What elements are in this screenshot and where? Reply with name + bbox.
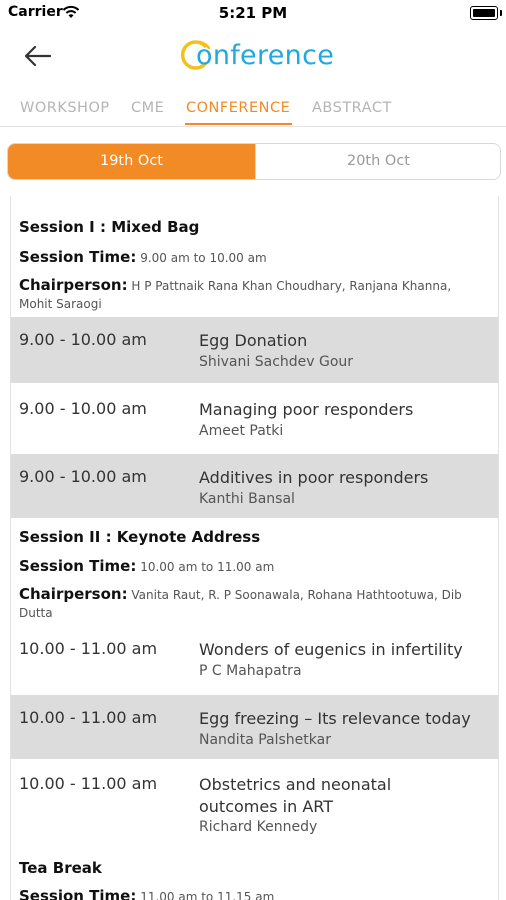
tab-cme[interactable]: CME (131, 100, 165, 116)
talk-speaker: Shivani Sachdev Gour (199, 354, 354, 370)
date-button-20th-oct[interactable]: 20th Oct (255, 144, 501, 179)
talk-time: 9.00 - 10.00 am (19, 399, 147, 418)
talk-time: 10.00 - 11.00 am (19, 639, 158, 658)
talk-title: Wonders of eugenics in infertility (199, 640, 463, 659)
date-button-19th-oct[interactable]: 19th Oct (8, 144, 255, 179)
status-bar (0, 0, 506, 26)
chairperson-value: Vanita Raut, R. P Soonawala, Rohana Hathtootuwa, Dib Dutta (19, 588, 462, 620)
session-time-value: 9.00 am to 10.00 am (140, 251, 267, 265)
talk-title: Additives in poor responders (199, 468, 429, 487)
session-time-key: Session Time: (19, 248, 137, 266)
talk-title: Obstetrics and neonatal outcomes in ART (199, 775, 392, 816)
talk-row[interactable] (11, 317, 498, 383)
talk-speaker: P C Mahapatra (199, 663, 302, 679)
session-title: Session II : Keynote Address (19, 528, 261, 546)
talk-row[interactable] (11, 695, 498, 759)
tab-conference[interactable]: CONFERENCE (186, 100, 291, 116)
chairperson-key: Chairperson: (19, 276, 128, 294)
session-title: Session I : Mixed Bag (19, 218, 200, 236)
tab-abstract[interactable]: ABSTRACT (312, 100, 392, 116)
session-chairperson (19, 585, 488, 622)
tab-workshop[interactable]: WORKSHOP (20, 100, 110, 116)
talk-speaker: Richard Kennedy (199, 819, 318, 835)
session-title: Tea Break (19, 859, 102, 877)
session-time-key: Session Time: (19, 557, 137, 575)
talk-time: 10.00 - 11.00 am (19, 774, 158, 793)
app-header (0, 26, 506, 86)
talk-title: Managing poor responders (199, 400, 414, 419)
session-time (19, 248, 488, 267)
talk-row[interactable] (11, 761, 498, 851)
talk-row[interactable] (11, 386, 498, 452)
talk-row[interactable] (11, 626, 498, 692)
session-chairperson (19, 276, 488, 313)
session-time (19, 557, 488, 576)
session-time-key: Session Time: (19, 887, 137, 900)
back-arrow-icon[interactable] (22, 40, 54, 72)
talk-time: 9.00 - 10.00 am (19, 330, 147, 349)
session-time-value: 10.00 am to 11.00 am (140, 560, 275, 574)
session-time-value: 11.00 am to 11.15 am (140, 890, 275, 900)
schedule-list[interactable] (10, 196, 499, 900)
session-time (19, 887, 488, 900)
clock: 5:21 PM (218, 4, 288, 22)
talk-title: Egg freezing – Its relevance today (199, 709, 471, 728)
tab-bar (0, 94, 506, 127)
logo-text: onference (196, 40, 335, 71)
talk-speaker: Kanthi Bansal (199, 491, 295, 507)
talk-title: Egg Donation (199, 331, 308, 350)
chairperson-key: Chairperson: (19, 585, 128, 603)
chairperson-value: H P Pattnaik Rana Khan Choudhary, Ranjana Khanna, Mohit Saraogi (19, 279, 452, 311)
talk-speaker: Ameet Patki (199, 423, 284, 439)
date-selector (7, 143, 501, 180)
battery-icon (470, 6, 498, 20)
talk-time: 9.00 - 10.00 am (19, 467, 147, 486)
active-tab-indicator (185, 123, 292, 125)
talk-time: 10.00 - 11.00 am (19, 708, 158, 727)
talk-speaker: Nandita Palshetkar (199, 732, 331, 748)
talk-row[interactable] (11, 454, 498, 518)
carrier-label: Carrier (8, 4, 63, 20)
